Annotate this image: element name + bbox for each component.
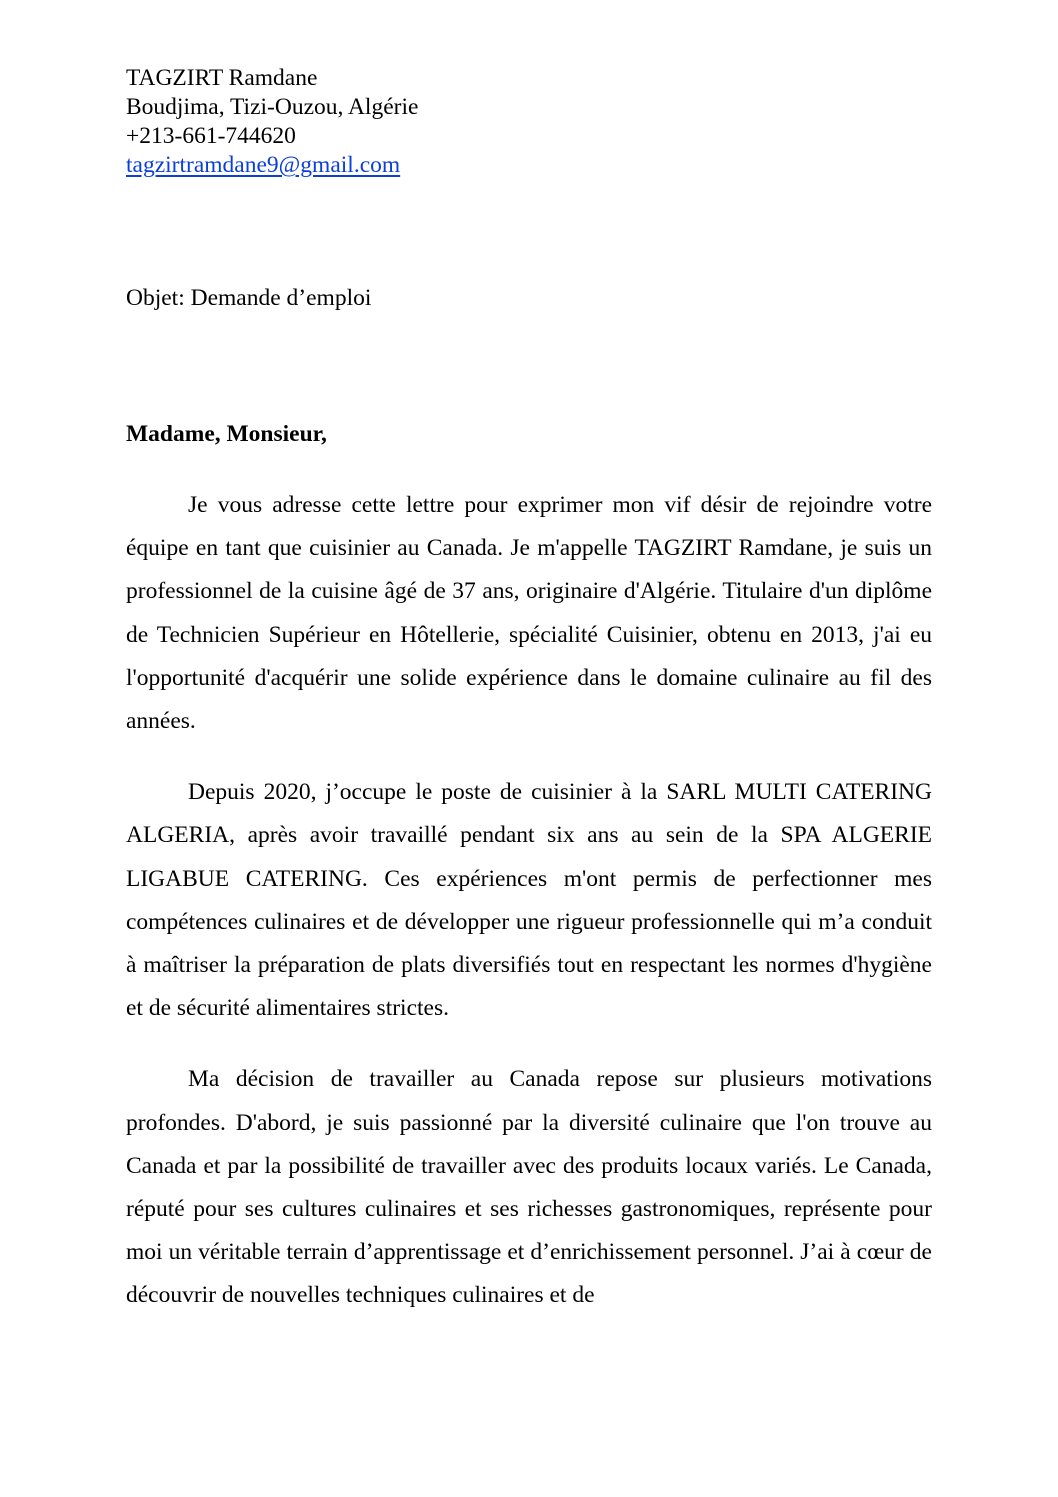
subject-line: Objet: Demande d’emploi [126,285,372,311]
sender-name: TAGZIRT Ramdane [126,65,318,91]
sender-address: Boudjima, Tizi-Ouzou, Algérie [126,94,419,120]
sender-block [126,64,418,180]
body-paragraph-1: Je vous adresse cette lettre pour exprimer mon vif désir de rejoindre votre équipe en tant que cuisinier au Canada. Je m'appelle TAGZIRT Ramdane, je suis un professionnel de la cuisine âgé de 37 ans, originaire d'Algérie. Titulaire d'un diplôme de Technicien Supérieur en Hôtellerie, spécialité Cuisinier, obtenu en 2013, j'ai eu l'opportunité d'acquérir une solide expérience dans le domaine culinaire au fil des années. [126,492,932,735]
salutation: Madame, Monsieur, [126,421,327,447]
sender-phone: +213-661-744620 [126,123,296,149]
body-paragraph-2: Depuis 2020, j’occupe le poste de cuisinier à la SARL MULTI CATERING ALGERIA, après avoir travaillé pendant six ans au sein de la SPA ALGERIE LIGABUE CATERING. Ces expériences m'ont permis de perfectionner mes compétences culinaires et de développer une rigueur professionnelle qui m’a conduit à maîtriser la préparation de plats diversifiés tout en respectant les normes d'hygiène et de sécurité alimentaires strictes. [126,779,932,1022]
body-paragraph-3: Ma décision de travailler au Canada repose sur plusieurs motivations profondes. D'abord, je suis passionné par la diversité culinaire que l'on trouve au Canada et par la possibilité de travailler avec des produits locaux variés. Le Canada, réputé pour ses cultures culinaires et ses richesses gastronomiques, représente pour moi un véritable terrain d’apprentissage et d’enrichissement personnel. J’ai à cœur de découvrir de nouvelles techniques culinaires et de [126,1066,932,1309]
sender-email-link[interactable]: tagzirtramdane9@gmail.com [126,152,401,178]
letter-body [126,484,932,1346]
